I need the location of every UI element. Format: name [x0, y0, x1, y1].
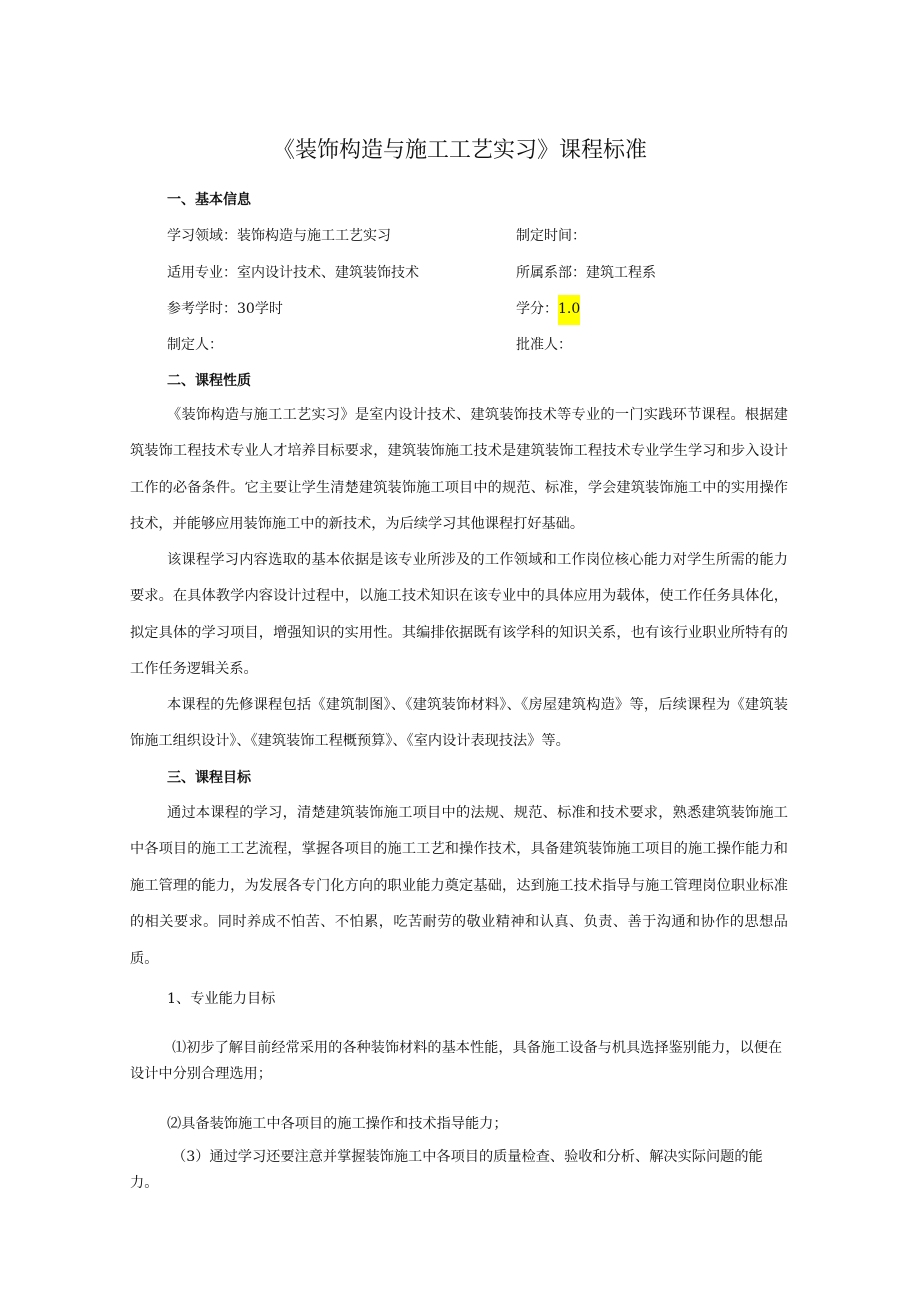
info-row-2-right: [516, 262, 656, 282]
document-title: 《装饰构造与施工工艺实习》课程标准: [272, 138, 647, 163]
field-value: 室内设计技术、建筑装饰技术: [237, 265, 419, 281]
field-label: 适用专业：: [167, 265, 237, 281]
info-row-1-right: [516, 225, 586, 245]
field-label: 学分：: [516, 301, 558, 317]
subheading-professional-goals: 1、专业能力目标: [167, 991, 276, 1007]
goal-item-1: ⑴初步了解目前经常采用的各种装饰材料的基本性能，具备施工设备与机具选择鉴别能力，以便在设计中分别合理选用；: [130, 1040, 783, 1082]
section-heading-basic-info: 一、基本信息: [167, 192, 251, 208]
info-row-3-right: [516, 298, 580, 318]
field-label: 参考学时：: [167, 301, 237, 317]
info-row-3-left: [167, 298, 283, 318]
info-row-4-right: [516, 334, 572, 354]
paragraph-course-nature-2: 该课程学习内容选取的基本依据是该专业所涉及的工作领域和工作岗位核心能力对学生所需的能力要求。在具体教学内容设计过程中，以施工技术知识在该专业中的具体应用为载体，使工作任务具体化，拟定具体的学习项目，增强知识的实用性。其编排依据既有该学科的知识关系，也有该行业职业所特有的工作任务逻辑关系。: [130, 552, 788, 678]
paragraph-course-goals: 通过本课程的学习，清楚建筑装饰施工项目中的法规、规范、标准和技术要求，熟悉建筑装饰施工中各项目的施工工艺流程，掌握各项目的施工工艺和操作技术，具备建筑装饰施工项目的施工操作能力和施工管理的能力，为发展各专门化方向的职业能力奠定基础，达到施工技术指导与施工管理岗位职业标准的相关要求。同时养成不怕苦、不怕累，吃苦耐劳的敬业精神和认真、负责、善于沟通和协作的思想品质。: [130, 805, 788, 967]
field-value: 建筑工程系: [586, 265, 656, 281]
goal-item-2: ⑵具备装饰施工中各项目的施工操作和技术指导能力；: [167, 1116, 508, 1132]
section-heading-course-goals: 三、课程目标: [167, 770, 251, 786]
field-label: 学习领域：: [167, 228, 237, 244]
section-heading-course-nature: 二、课程性质: [167, 373, 251, 389]
info-row-4-left: [167, 334, 223, 354]
credit-value-highlight: 1.0: [558, 295, 580, 325]
field-label: 批准人：: [516, 337, 572, 353]
field-value: 30学时: [237, 301, 283, 317]
paragraph-course-nature-3: 本课程的先修课程包括《建筑制图》、《建筑装饰材料》、《房屋建筑构造》等，后续课程为《建筑装饰施工组织设计》、《建筑装饰工程概预算》、《室内设计表现技法》等。: [130, 697, 788, 750]
field-label: 所属系部：: [516, 265, 586, 281]
info-row-2-left: [167, 262, 419, 282]
field-label: 制定时间：: [516, 228, 586, 244]
goal-item-3: （3）通过学习还要注意并掌握装饰施工中各项目的质量检查、验收和分析、解决实际问题的能力。: [130, 1149, 763, 1191]
paragraph-course-nature-1: 《装饰构造与施工工艺实习》是室内设计技术、建筑装饰技术等专业的一门实践环节课程。根据建筑装饰工程技术专业人才培养目标要求，建筑装饰施工技术是建筑装饰工程技术专业学生学习和步入设计工作的必备条件。它主要让学生清楚建筑装饰施工项目中的规范、标准，学会建筑装饰施工中的实用操作技术，并能够应用装饰施工中的新技术，为后续学习其他课程打好基础。: [130, 407, 788, 533]
info-row-1-left: [167, 225, 391, 245]
field-label: 制定人：: [167, 337, 223, 353]
field-value: 装饰构造与施工工艺实习: [237, 228, 391, 244]
